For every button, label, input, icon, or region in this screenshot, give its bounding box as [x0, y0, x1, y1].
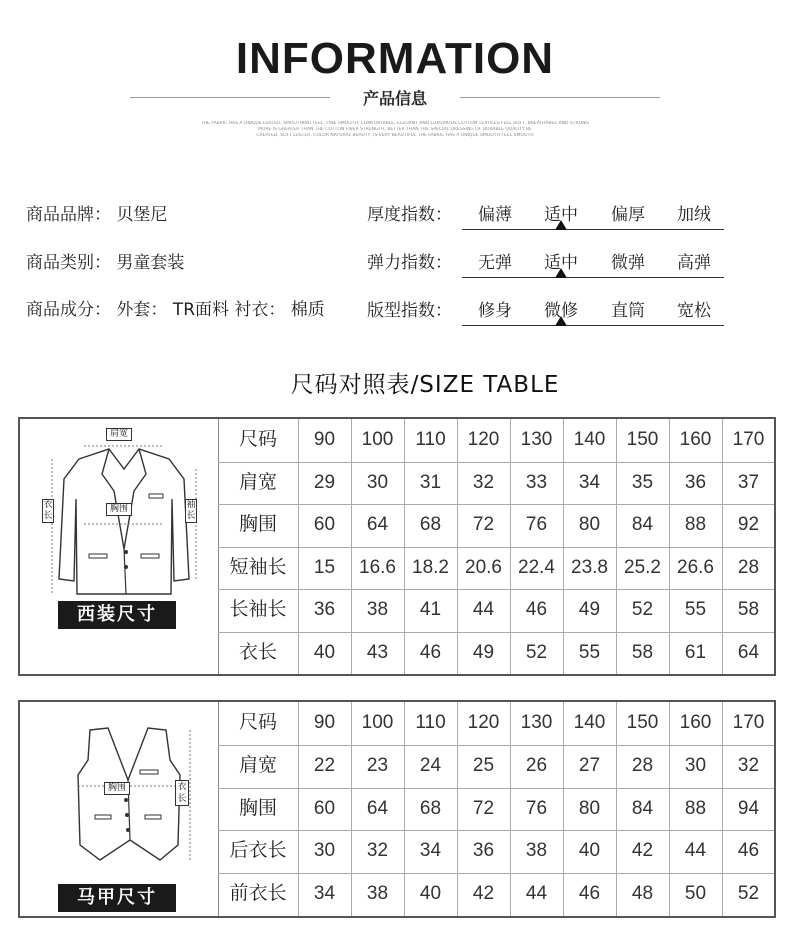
table-cell: 150: [626, 712, 659, 733]
row-label: 尺码: [238, 712, 277, 733]
scale-option: 高弹: [677, 253, 711, 273]
table-cell: 38: [366, 599, 389, 620]
tag-length: 衣长: [175, 780, 189, 806]
table-cell: 46: [578, 883, 601, 905]
table-cell: 15: [313, 556, 336, 578]
table-cell: 33: [525, 471, 548, 493]
grid-line: [563, 702, 564, 916]
table-cell: 140: [573, 429, 606, 450]
table-cell: 42: [472, 883, 495, 905]
row-label: 胸围: [238, 514, 277, 535]
tag-chest: 胸围: [104, 782, 130, 795]
table-cell: 46: [737, 840, 760, 862]
grid-line: [457, 702, 458, 916]
scale-option: 加绒: [677, 205, 711, 225]
table-cell: 110: [415, 429, 446, 450]
suit-badge: 西装尺寸: [58, 601, 176, 629]
table-cell: 28: [737, 556, 760, 578]
product-composition: 商品成分： 外套： TR面料 衬衣： 棉质: [26, 300, 325, 320]
scale-option: 微修: [544, 301, 578, 321]
table-cell: 37: [737, 471, 760, 493]
grid-line: [563, 419, 564, 674]
table-cell: 84: [631, 514, 654, 535]
grid-line: [298, 702, 299, 916]
table-cell: 28: [631, 754, 654, 776]
table-cell: 58: [631, 641, 654, 663]
table-cell: 76: [525, 514, 548, 535]
table-cell: 94: [737, 797, 760, 819]
table-cell: 130: [520, 712, 553, 733]
table-cell: 26: [525, 754, 548, 776]
scale-label: 版型指数：: [367, 301, 452, 321]
row-label: 衣长: [238, 641, 277, 663]
table-cell: 40: [578, 840, 601, 862]
table-cell: 25: [472, 754, 495, 776]
table-cell: 43: [366, 641, 389, 663]
table-cell: 29: [313, 471, 336, 493]
product-category: 商品类别： 男童套装: [26, 253, 185, 273]
table-cell: 160: [679, 712, 712, 733]
table-cell: 32: [366, 840, 389, 862]
table-cell: 61: [684, 641, 707, 663]
table-cell: 38: [366, 883, 389, 905]
table-cell: 44: [472, 599, 495, 620]
table-cell: 55: [578, 641, 601, 663]
grid-line: [351, 419, 352, 674]
table-cell: 60: [313, 514, 336, 535]
divider: [460, 97, 660, 98]
table-cell: 27: [578, 754, 601, 776]
table-cell: 88: [684, 514, 707, 535]
grid-line: [616, 702, 617, 916]
table-cell: 80: [578, 797, 601, 819]
table-cell: 30: [684, 754, 707, 776]
tag-chest: 胸围: [106, 503, 132, 516]
table-cell: 18.2: [412, 556, 449, 578]
table-cell: 36: [472, 840, 495, 862]
scale-option: 适中: [544, 253, 578, 273]
table-cell: 34: [419, 840, 442, 862]
table-cell: 72: [472, 797, 495, 819]
table-cell: 44: [525, 883, 548, 905]
table-cell: 72: [472, 514, 495, 535]
table-cell: 49: [578, 599, 601, 620]
row-label: 肩宽: [238, 471, 277, 493]
table-cell: 23.8: [571, 556, 608, 578]
table-cell: 130: [520, 429, 553, 450]
table-cell: 46: [525, 599, 548, 620]
grid-line: [457, 419, 458, 674]
table-cell: 140: [573, 712, 606, 733]
scale-label: 弹力指数：: [367, 253, 452, 273]
table-cell: 42: [631, 840, 654, 862]
page-subtitle: 产品信息: [362, 89, 427, 108]
tag-shoulder: 肩宽: [106, 428, 132, 441]
fine-print-line: CREATED, SOFT LUSTER, COLOR NATURAL BEAUTY, IS VERY BEAUTIFUL THE FABRIC HAS A UNIQUE SMOOTH FEEL SMOOTH: [256, 133, 534, 138]
tag-sleeve: 袖长: [186, 500, 196, 521]
table-cell: 26.6: [677, 556, 714, 578]
grid-line: [510, 702, 511, 916]
grid-line: [351, 702, 352, 916]
table-cell: 38: [525, 840, 548, 862]
table-cell: 120: [467, 429, 500, 450]
table-cell: 44: [684, 840, 707, 862]
table-cell: 52: [737, 883, 760, 905]
table-cell: 32: [737, 754, 760, 776]
table-cell: 60: [313, 797, 336, 819]
grid-line: [404, 419, 405, 674]
table-cell: 30: [366, 471, 389, 493]
table-cell: 41: [419, 599, 442, 620]
table-cell: 110: [415, 712, 446, 733]
table-cell: 20.6: [465, 556, 502, 578]
scale-line: [462, 229, 724, 230]
table-cell: 50: [684, 883, 707, 905]
table-cell: 34: [313, 883, 336, 905]
row-label: 短袖长: [229, 556, 287, 578]
table-cell: 68: [419, 797, 442, 819]
table-cell: 48: [631, 883, 654, 905]
scale-option: 修身: [478, 301, 512, 321]
scale-label: 厚度指数：: [367, 205, 452, 225]
subtitle-row: [100, 86, 690, 108]
table-cell: 76: [525, 797, 548, 819]
table-cell: 150: [626, 429, 659, 450]
table-cell: 55: [684, 599, 707, 620]
scale-marker-icon: [555, 220, 567, 230]
row-label: 前衣长: [229, 883, 287, 905]
grid-line: [722, 419, 723, 674]
table-cell: 36: [313, 599, 336, 620]
table-cell: 170: [732, 712, 765, 733]
table-cell: 100: [361, 429, 394, 450]
scale-option: 无弹: [478, 253, 512, 273]
fine-print-line: MORE IS GREATER THAN THE COTTON FIBER STRENGTH, BETTER THAN THE SPECIAL DRESSING OF DURABLE QUALITY BE: [258, 127, 532, 132]
scale-marker-icon: [555, 268, 567, 278]
row-label: 肩宽: [238, 754, 277, 776]
grid-line: [722, 702, 723, 916]
table-cell: 160: [679, 429, 712, 450]
table-cell: 31: [419, 471, 442, 493]
scale-option: 偏厚: [611, 205, 645, 225]
table-cell: 23: [366, 754, 389, 776]
table-cell: 64: [737, 641, 760, 663]
table-cell: 64: [366, 514, 389, 535]
suit-size-table: [18, 417, 776, 676]
grid-line: [669, 419, 670, 674]
scale-option: 偏薄: [478, 205, 512, 225]
table-cell: 34: [578, 471, 601, 493]
table-cell: 90: [313, 429, 336, 450]
table-cell: 49: [472, 641, 495, 663]
table-cell: 90: [313, 712, 336, 733]
table-cell: 22.4: [518, 556, 555, 578]
scale-option: 直筒: [611, 301, 645, 321]
scale-marker-icon: [555, 316, 567, 326]
grid-line: [404, 702, 405, 916]
table-cell: 22: [313, 754, 336, 776]
table-cell: 32: [472, 471, 495, 493]
table-cell: 30: [313, 840, 336, 862]
size-table-title: 尺码对照表/SIZE TABLE: [290, 372, 560, 398]
row-label: 尺码: [238, 429, 277, 450]
table-cell: 80: [578, 514, 601, 535]
table-cell: 100: [361, 712, 394, 733]
row-label: 后衣长: [229, 840, 287, 862]
row-label: 长袖长: [229, 599, 287, 620]
scale-option: 宽松: [677, 301, 711, 321]
table-cell: 88: [684, 797, 707, 819]
table-cell: 68: [419, 514, 442, 535]
tag-length: 衣长: [43, 500, 53, 521]
table-cell: 120: [467, 712, 500, 733]
table-cell: 40: [419, 883, 442, 905]
table-cell: 40: [313, 641, 336, 663]
table-cell: 52: [631, 599, 654, 620]
product-brand: 商品品牌： 贝堡尼: [26, 205, 168, 225]
grid-line: [669, 702, 670, 916]
table-cell: 92: [737, 514, 760, 535]
fine-print-line: THE FABRIC HAS A UNIQUE LUSTER, SMOOTHING FEEL, FINE SMOOTH, COMFORTABLE, ELEGANT AND LUXURIOUS COTTON TEXTILES FEEL SOFT, BREATHABLE AND STRONG: [201, 121, 589, 126]
grid-line: [298, 419, 299, 674]
table-cell: 64: [366, 797, 389, 819]
scale-line: [462, 277, 724, 278]
row-label: 胸围: [238, 797, 277, 819]
table-cell: 58: [737, 599, 760, 620]
table-cell: 46: [419, 641, 442, 663]
table-cell: 35: [631, 471, 654, 493]
table-cell: 36: [684, 471, 707, 493]
table-cell: 16.6: [359, 556, 396, 578]
vest-size-table: [18, 700, 776, 918]
scale-line: [462, 325, 724, 326]
table-cell: 25.2: [624, 556, 661, 578]
vest-badge: 马甲尺寸: [58, 884, 176, 912]
table-cell: 24: [419, 754, 442, 776]
table-cell: 84: [631, 797, 654, 819]
scale-option: 适中: [544, 205, 578, 225]
page-title: INFORMATION: [235, 34, 555, 83]
table-cell: 52: [525, 641, 548, 663]
scale-option: 微弹: [611, 253, 645, 273]
grid-line: [616, 419, 617, 674]
table-cell: 170: [732, 429, 765, 450]
grid-line: [510, 419, 511, 674]
